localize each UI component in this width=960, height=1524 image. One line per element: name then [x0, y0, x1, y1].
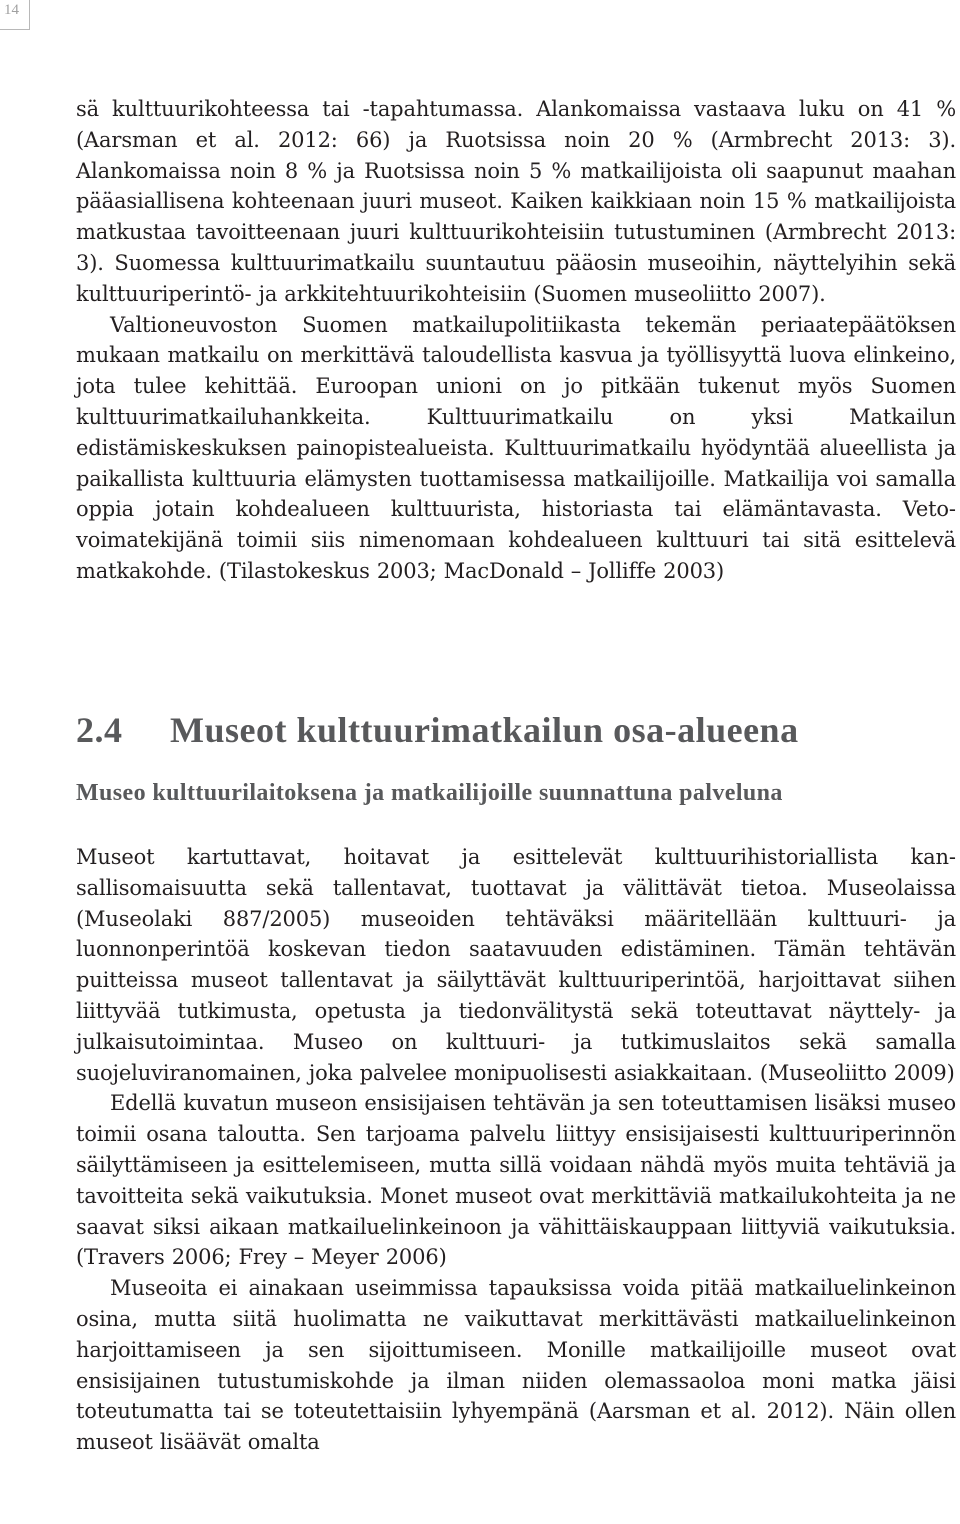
- body-paragraph: sä kulttuurikohteessa tai -tapahtumassa. Alankomaissa vastaava luku on 41 % (Aarsman et al. 2012: 66) ja Ruotsissa noin 20 % (Armbrecht 2013: 3). Alankomaissa noin 8 % ja Ruotsissa noin 5 % matkailijoista oli saapunut maahan pääasiallisena kohteenaan juuri museot. Kaiken kaikkiaan noin 15 % matkailijoista matkustaa tavoitteenaan juuri kulttuurikohteisiin tutustuminen (Armbrecht 2013: 3). Suomessa kulttuurimatkailu suuntautuu pääosin museoihin, näyttelyihin sekä kulttuuriperintö- ja arkkitehtuurikohteisiin (Suomen museoliitto 2007).: [76, 97, 956, 306]
- previous-section-text: [76, 94, 956, 587]
- section-title: Museot kulttuurimatkailun osa-alueena: [170, 710, 799, 750]
- subheading-block: [76, 778, 836, 808]
- body-paragraph: Museoita ei ainakaan useimmissa tapauksissa voida pitää matkailuelinkeinon osina, mutta siitä huolimatta ne vaikuttavat merkittävästi matkailuelinkeinon harjoittamiseen ja sen sijoittumiseen. Monille matkailijoille museot ovat ensisijainen tutustumiskohde ja ilman niiden olemassaoloa moni matka jäisi toteutumatta tai se toteutettaisiin lyhyempänä (Aarsman et al. 2012). Näin ollen museot lisäävät omalta: [76, 1276, 956, 1455]
- body-paragraph: Valtioneuvoston Suomen matkailupolitiikasta tekemän periaatepäätöksen mukaan matkailu on merkittävä taloudellista kasvua ja työllisyyttä luova elinkeino, jota tulee kehittää. Euroopan unioni on jo pitkään tukenut myös Suomen kulttuurimatkailuhankkeita. Kulttuurimatkailu on yksi Matkailun edistämiskeskuksen painopistealueista. Kulttuurimatkailu hyödyntää alueellista ja paikallista kulttuuria elämysten tuottamisessa matkailijoille. Matkailija voi samalla oppia jotain kohdealueen kulttuurista, historiasta tai elämäntavasta. Vetovoimatekijänä toimii siis nimenomaan kohdealueen kulttuuri tai sitä esittelevä matkakohde. (Tilastokeskus 2003; MacDonald – Jolliffe 2003): [76, 312, 956, 583]
- body-paragraph: Museot kartuttavat, hoitavat ja esittelevät kulttuurihistoriallista kansallisomaisuutta sekä tallentavat, tuottavat ja välittävät tietoa. Museolaissa (Museolaki 887/2005) museoiden tehtäväksi määritellään kulttuuri- ja luonnonperintöä koskevan tiedon saatavuuden edistäminen. Tämän tehtävän puitteissa museot tallentavat ja säilyttävät kulttuuriperintöä, harjoittavat siihen liittyvää tutkimusta, opetusta ja tiedonvälitystä sekä toteuttavat näyttely- ja julkaisutoimintaa. Museo on kulttuuri- ja tutkimuslaitos sekä samalla suojeluviranomainen, joka palvelee monipuolisesti asiakkaitaan. (Museoliitto 2009): [76, 845, 956, 1085]
- page-number: 14: [0, 0, 30, 30]
- sub-heading: Museo kulttuurilaitoksena ja matkailijoille suunnattuna palveluna: [76, 780, 783, 806]
- section-number: 2.4: [76, 710, 123, 750]
- body-paragraph: Edellä kuvatun museon ensisijaisen tehtävän ja sen toteuttamisen lisäksi museo toimii osana taloutta. Sen tarjoama palvelu liittyy ensisijaisesti kulttuuriperinnön säilyttämiseen ja esittelemiseen, mutta sillä voidaan nähdä myös muita tehtäviä ja tavoitteita sekä vaikutuksia. Monet museot ovat merkittäviä matkailukohteita ja ne saavat siksi aikaan matkailuelinkeinoon ja vähittäiskauppaan liittyviä vaikutuksia. (Travers 2006; Frey – Meyer 2006): [76, 1091, 956, 1270]
- section-body: [76, 842, 956, 1458]
- section-heading: [76, 708, 956, 752]
- section-heading-block: [76, 708, 956, 752]
